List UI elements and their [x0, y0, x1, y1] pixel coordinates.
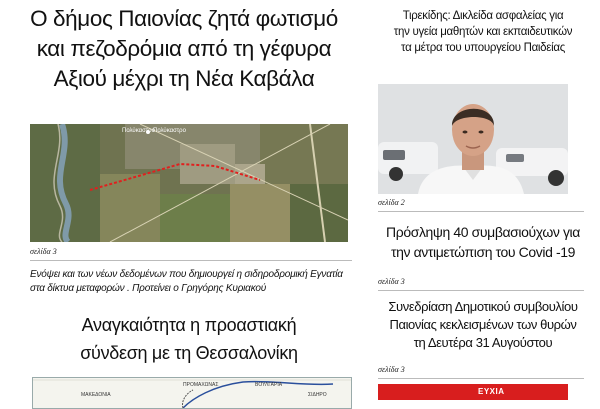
map-label: Πολύκαστρο	[153, 128, 186, 134]
main-headline-line: Ο δήμος Παιονίας ζητά φωτισμό	[30, 6, 338, 31]
sidebar-top-story[interactable]	[366, 8, 600, 56]
map-label: ΣΙΔΗΡΟ	[308, 392, 327, 398]
sidebar-story-covid-hires[interactable]	[366, 222, 600, 262]
story-line: την αντιμετώπιση του Covid -19	[391, 244, 575, 260]
secondary-headline-line: σύνδεση με τη Θεσσαλονίκη	[80, 343, 298, 363]
route-map-image	[32, 377, 352, 409]
secondary-headline[interactable]	[30, 311, 348, 367]
lead-line: στα δίκτυα μεταφορών . Προτείνει ο Γρηγόρης Κυριακού	[30, 282, 267, 294]
map-label: ΜΑΚΕΔΟΝΙΑ	[81, 392, 111, 398]
top-story-line: Τιρεκίδης: Δικλείδα ασφαλείας για	[402, 10, 564, 22]
article-lead	[30, 268, 352, 295]
page-reference[interactable]: σελίδα 3	[378, 277, 405, 286]
map-label: Πολύκαστρο	[122, 128, 155, 134]
page-reference[interactable]: σελίδα 3	[378, 365, 405, 374]
right-column	[366, 0, 600, 400]
story-line: Πρόσληψη 40 συμβασιούχων για	[386, 224, 580, 240]
portrait-photo	[378, 84, 568, 194]
divider	[378, 290, 584, 291]
banner-text: ΕΥΧΙΑ	[478, 387, 505, 396]
lead-line: Ενόψει και των νέων δεδομένων που δημιουργεί η σιδηροδρομική Εγνατία	[30, 269, 343, 280]
map-label: ΒΟΥΛΓΑΡΙΑ	[255, 382, 283, 388]
divider	[378, 378, 584, 379]
page-reference[interactable]: σελίδα 3	[30, 247, 57, 256]
divider	[30, 260, 352, 261]
top-story-line: την υγεία μαθητών και εκπαιδευτικών	[393, 26, 573, 38]
main-headline-line: Αξιού μέχρι τη Νέα Καβάλα	[53, 66, 315, 91]
main-headline[interactable]	[24, 4, 344, 94]
promo-banner[interactable]	[378, 384, 568, 400]
sidebar-story-council[interactable]	[366, 298, 600, 352]
story-line: Συνεδρίαση Δημοτικού συμβουλίου	[388, 299, 578, 314]
page-reference[interactable]: σελίδα 2	[378, 198, 405, 207]
main-headline-line: και πεζοδρόμια από τη γέφυρα	[36, 36, 332, 61]
story-line: Παιονίας κεκλεισμένων των θυρών	[389, 317, 577, 332]
aerial-map-image	[30, 124, 348, 242]
top-story-line: τα μέτρα του υπουργείου Παιδείας	[401, 42, 565, 54]
story-line: τη Δευτέρα 31 Αυγούστου	[413, 335, 553, 350]
divider	[378, 211, 584, 212]
map-label: ΠΡΟΜΑΧΩΝΑΣ	[183, 382, 219, 388]
secondary-headline-line: Αναγκαιότητα η προαστιακή	[81, 315, 297, 335]
